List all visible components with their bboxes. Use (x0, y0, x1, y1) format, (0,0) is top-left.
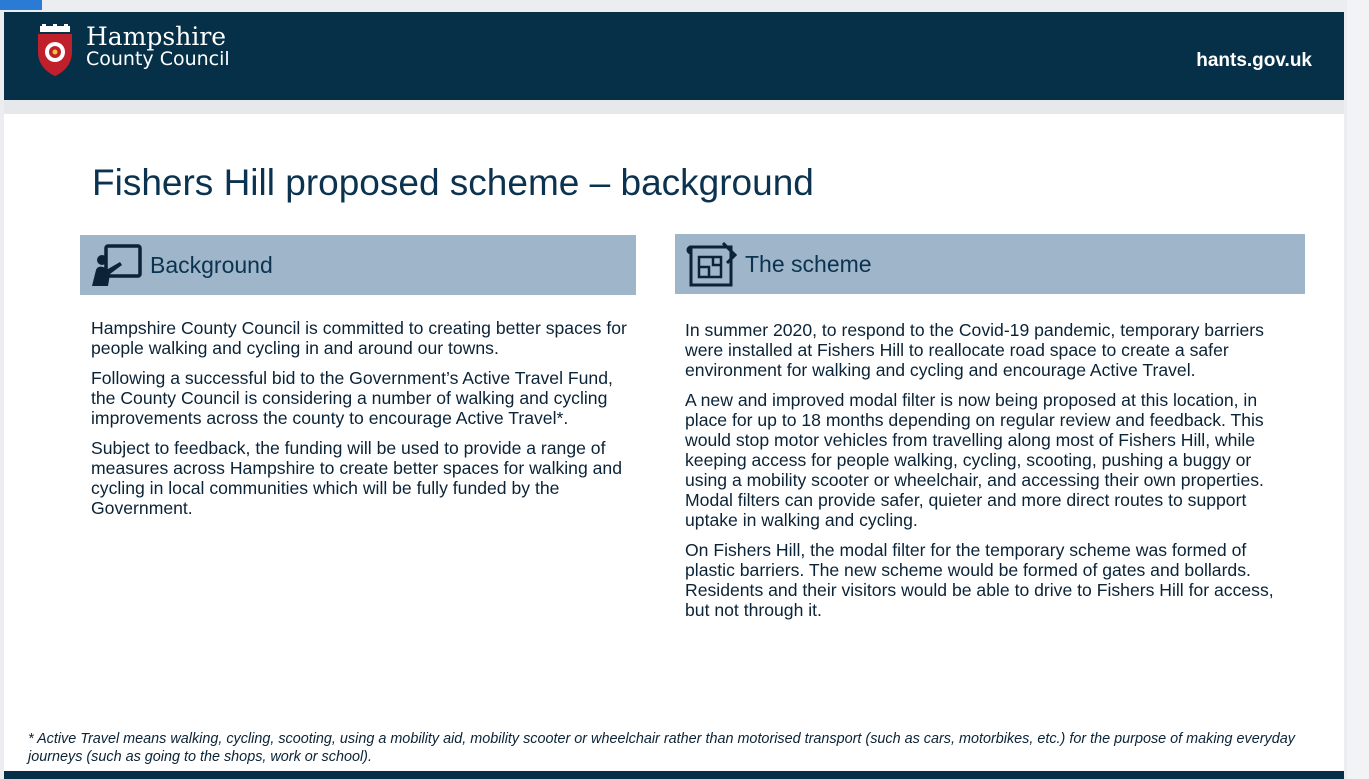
scheme-paragraph: On Fishers Hill, the modal filter for the temporary scheme was formed of plastic barriers. The new scheme would be formed of gates and bollards. Residents and their visitors would be able to drive to Fishers Hill for access, but not through it. (685, 540, 1274, 620)
slide (4, 12, 1344, 779)
header-divider (4, 100, 1344, 114)
background-paragraph: Subject to feedback, the funding will be used to provide a range of measures across Hampshire to create better spaces for walking and cycling in local communities which will be fully funded by the Government. (91, 438, 622, 518)
corner-indicator (0, 0, 42, 10)
page-title: Fishers Hill proposed scheme – background (92, 162, 814, 203)
header-banner (4, 12, 1344, 100)
background-paragraph: Following a successful bid to the Government’s Active Travel Fund, the County Council is considering a number of walking and cycling improvements across the county to encourage Active Travel*. (91, 368, 613, 428)
blueprint-plan-icon (681, 239, 741, 289)
footer-band (4, 771, 1344, 779)
org-name: Hampshire (86, 22, 227, 51)
org-subtitle: County Council (86, 48, 230, 70)
background-text (91, 318, 636, 528)
footnote: * Active Travel means walking, cycling, scooting, using a mobility aid, mobility scooter or wheelchair rather than motorised transport (such as cars, motorbikes, etc.) for the purpose of making everyday journeys (such as going to the shops, work or school). (28, 731, 1295, 765)
county-crest-icon (34, 24, 76, 76)
scheme-paragraph: In summer 2020, to respond to the Covid-19 pandemic, temporary barriers were installed at Fishers Hill to reallocate road space to create a safer environment for walking and cycling and encourage Active Travel. (685, 320, 1264, 380)
presenter-board-icon (86, 240, 146, 290)
scheme-paragraph: A new and improved modal filter is now being proposed at this location, in place for up to 18 months depending on regular review and feedback. This would stop motor vehicles from travelling along most of Fishers Hill, while keeping access for people walking, cycling, scooting, pushing a buggy or using a mobility scooter or wheelchair, and accessing their own properties. Modal filters can provide safer, quieter and more direct routes to support uptake in walking and cycling. (685, 390, 1264, 530)
background-section-bar (80, 235, 636, 295)
background-heading: Background (150, 251, 273, 278)
scheme-heading: The scheme (745, 250, 872, 277)
scheme-section-bar (675, 234, 1305, 294)
scrollbar[interactable] (1347, 0, 1369, 779)
site-link[interactable]: hants.gov.uk (1196, 50, 1312, 71)
background-paragraph: Hampshire County Council is committed to creating better spaces for people walking and cycling in and around our towns. (91, 318, 627, 358)
scheme-text (685, 320, 1275, 630)
council-logo (34, 24, 230, 76)
